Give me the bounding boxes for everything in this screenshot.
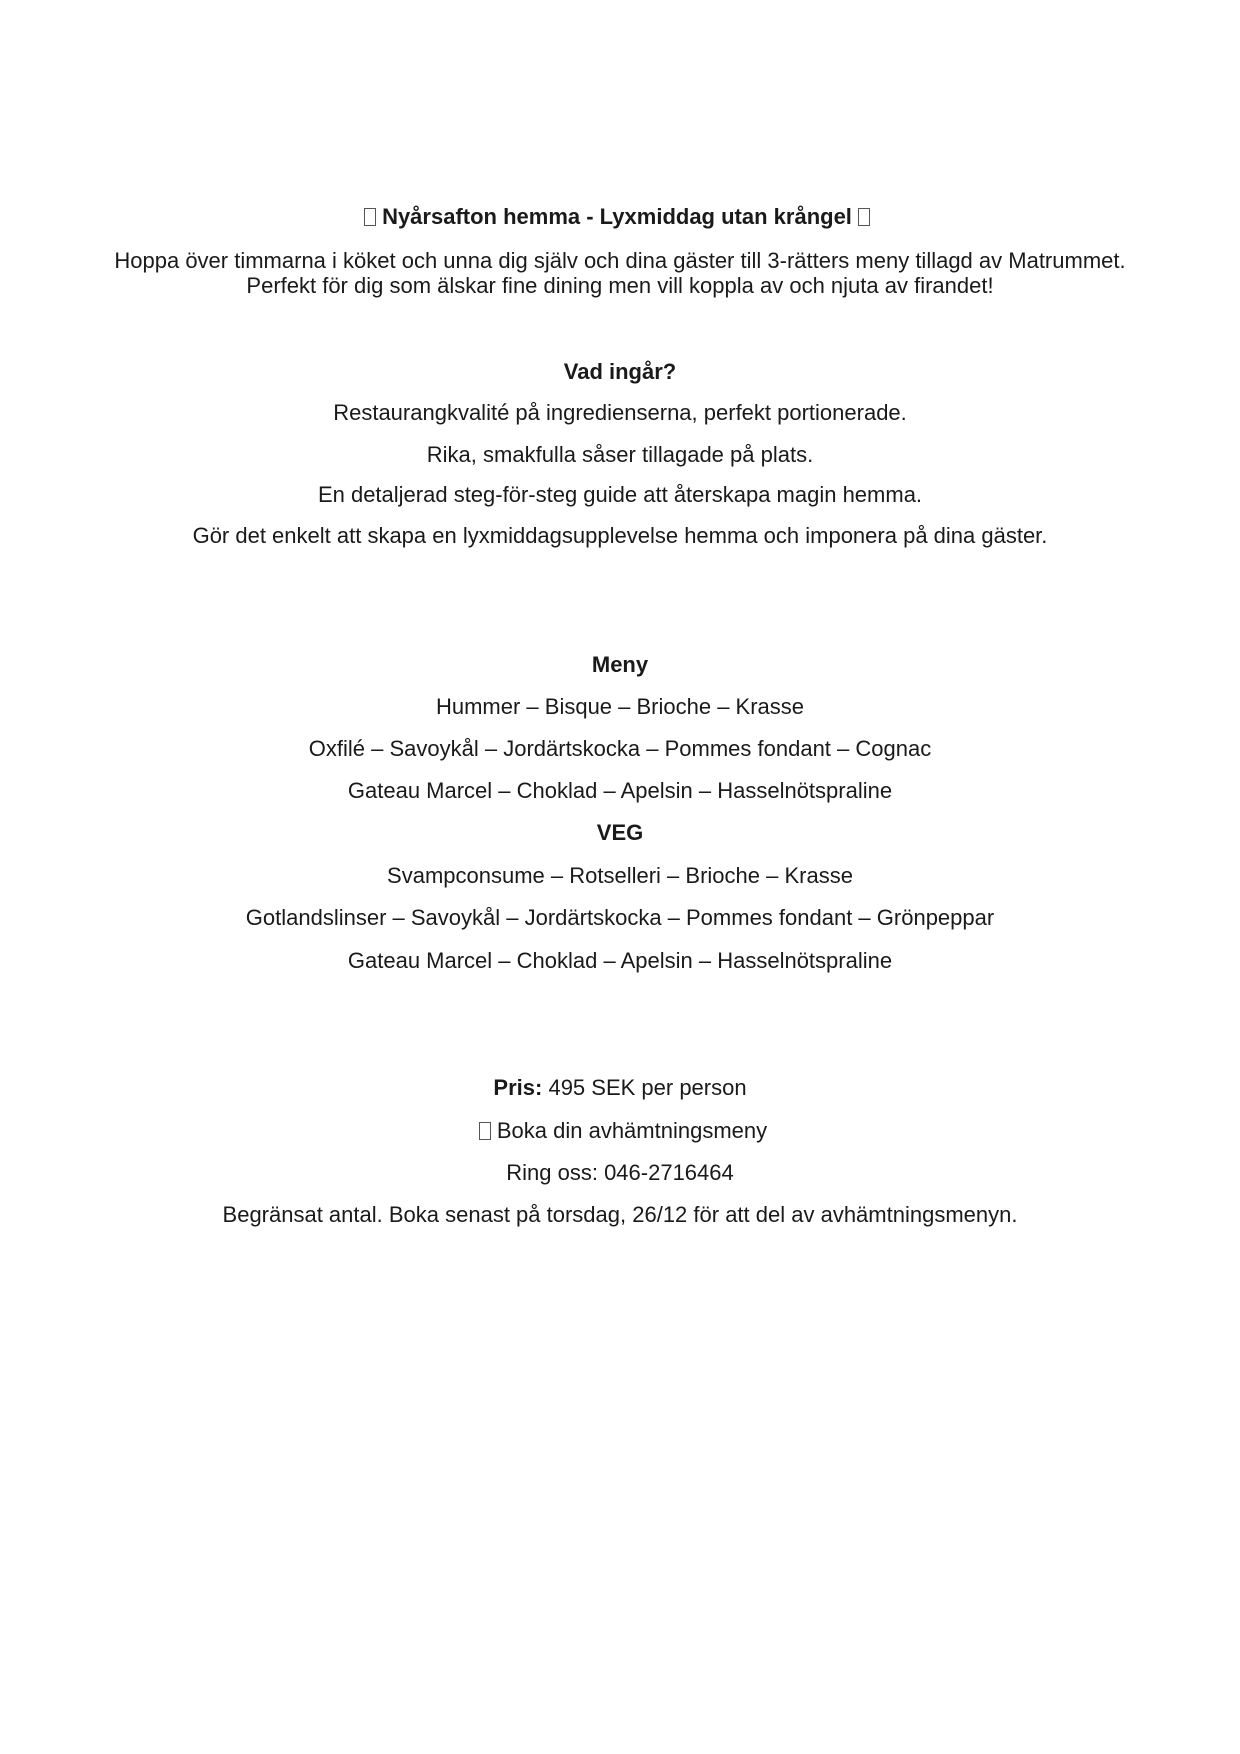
- intro-line-1: Hoppa över timmarna i köket och unna dig själv och dina gäster till 3-rätters meny tillagd av Matrummet.: [114, 248, 1126, 273]
- booking-note: Begränsat antal. Boka senast på torsdag, 26/12 för att del av avhämtningsmenyn.: [222, 1202, 1018, 1227]
- intro-line-2: Perfekt för dig som älskar fine dining men vill koppla av och njuta av firandet!: [246, 273, 994, 298]
- phone-line: Ring oss: 046-2716464: [506, 1160, 734, 1185]
- price-line: [0, 1075, 1240, 1101]
- page-title-text: Nyårsafton hemma - Lyxmiddag utan krångel: [382, 204, 852, 229]
- book-text: Boka din avhämtningsmeny: [496, 1118, 768, 1143]
- included-item: En detaljerad steg-för-steg guide att återskapa magin hemma.: [317, 482, 923, 507]
- veg-course: Gateau Marcel – Choklad – Apelsin – Hasselnötspraline: [347, 948, 893, 973]
- box-glyph-icon: [858, 208, 870, 226]
- book-line: [0, 1118, 1240, 1144]
- price-label: Pris:: [493, 1075, 543, 1100]
- box-glyph-icon: [364, 208, 376, 226]
- included-item: Rika, smakfulla såser tillagade på plats.: [426, 442, 814, 467]
- veg-course: Svampconsume – Rotselleri – Brioche – Krasse: [387, 863, 853, 888]
- menu-course: Hummer – Bisque – Brioche – Krasse: [435, 694, 805, 719]
- page-title: [0, 204, 1240, 230]
- menu-course: Oxfilé – Savoykål – Jordärtskocka – Pommes fondant – Cognac: [308, 736, 932, 761]
- included-item: Gör det enkelt att skapa en lyxmiddagsupplevelse hemma och imponera på dina gäster.: [192, 523, 1048, 548]
- veg-heading: VEG: [596, 820, 644, 845]
- price-value: 495 SEK per person: [548, 1075, 747, 1100]
- menu-course: Gateau Marcel – Choklad – Apelsin – Hasselnötspraline: [347, 778, 893, 803]
- included-heading: Vad ingår?: [563, 359, 677, 384]
- veg-course: Gotlandslinser – Savoykål – Jordärtskocka – Pommes fondant – Grönpeppar: [245, 905, 995, 930]
- included-item: Restaurangkvalité på ingredienserna, perfekt portionerade.: [333, 400, 907, 425]
- box-glyph-icon: [479, 1122, 491, 1140]
- menu-heading: Meny: [591, 652, 649, 677]
